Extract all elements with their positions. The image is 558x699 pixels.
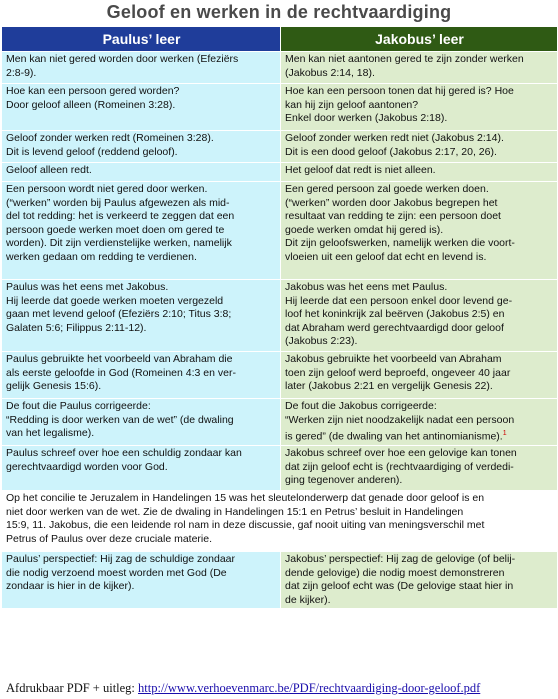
cell-text: is gered” (de dwaling van het antinomianisme). — [285, 430, 503, 443]
paulus-cell — [2, 552, 281, 609]
cell-line: Hoe kan een persoon tonen dat hij gered is? Hoe — [285, 85, 514, 97]
table-row — [2, 280, 558, 352]
cell-line: 15:9, 11. Jakobus, die een leidende rol nam in deze discussie, gaf nooit uiting van meningsverschil met — [6, 519, 485, 531]
cell-line: van het legalisme). — [6, 427, 95, 439]
jakobus-cell — [281, 52, 558, 84]
cell-line: gelijk Genesis 15:6). — [6, 380, 102, 392]
table-row — [2, 352, 558, 399]
page-title: Geloof en werken in de rechtvaardiging — [106, 2, 452, 22]
paulus-cell — [2, 84, 281, 131]
cell-line: Jakobus schreef over hoe een gelovige kan tonen — [285, 447, 517, 459]
cell-line: ging tegenover anderen). — [285, 474, 403, 486]
table-row — [2, 446, 558, 491]
cell-line: De fout die Jakobus corrigeerde: — [285, 400, 437, 412]
cell-line: Hij leerde dat goede werken moeten vergezeld — [6, 294, 224, 307]
full-width-cell — [2, 491, 558, 552]
cell-line: (“werken” worden door Jakobus begrepen het — [285, 196, 498, 209]
paulus-cell — [2, 280, 281, 352]
cell-line: kan hij zijn geloof aantonen? — [285, 98, 419, 111]
header-jakobus: Jakobus’ leer — [281, 27, 558, 52]
cell-line: Door geloof alleen (Romeinen 3:28). — [6, 98, 176, 111]
jakobus-cell — [281, 552, 558, 609]
cell-line: dat zijn geloof echt is (rechtvaardiging of verdedi- — [285, 460, 514, 473]
paulus-cell — [2, 163, 281, 182]
cell-line: de kijker). — [285, 593, 331, 606]
cell-line: (“werken” worden bij Paulus afgewezen als mid- — [6, 196, 230, 209]
table-row — [2, 182, 558, 280]
cell-line: persoon goede werken moet doen om gered te — [6, 223, 225, 236]
table-row — [2, 399, 558, 446]
jakobus-cell — [281, 280, 558, 352]
pdf-link[interactable]: http://www.verhoevenmarc.be/PDF/rechtvaardiging-door-geloof.pdf — [138, 681, 481, 695]
cell-line: (Jakobus 2:23). — [285, 335, 358, 347]
cell-line — [285, 427, 554, 444]
cell-line: goede werken omdat hij gered is). — [285, 223, 444, 236]
cell-line: Petrus of Paulus over deze cruciale materie. — [6, 532, 213, 545]
cell-line: Hoe kan een persoon gered worden? — [6, 85, 180, 97]
footer — [0, 678, 558, 698]
cell-line: als eerste geloofde in God (Romeinen 4:3 en ver- — [6, 366, 236, 379]
cell-line: Het geloof dat redt is niet alleen. — [285, 164, 436, 176]
jakobus-cell — [281, 399, 558, 446]
paulus-cell — [2, 352, 281, 399]
cell-line: del tot redding: het is verkeerd te zeggen dat een — [6, 210, 235, 222]
footer-label: Afdrukbaar PDF + uitleg: — [6, 681, 135, 695]
cell-line: loof het koninkrijk zal beërven (Jakobus 2:5) en — [285, 308, 505, 320]
cell-line: Enkel door werken (Jakobus 2:18). — [285, 112, 448, 124]
cell-line: (Jakobus 2:14, 18). — [285, 66, 375, 79]
comparison-table — [1, 26, 558, 609]
table-row — [2, 552, 558, 609]
cell-line: dat Abraham werd gerechtvaardigd door geloof — [285, 321, 504, 334]
cell-line: later (Jakobus 2:21 en vergelijk Genesis 22). — [285, 380, 493, 392]
cell-line: resultaat van redding te zijn: een persoon doet — [285, 210, 501, 222]
cell-line: Geloof alleen redt. — [6, 164, 92, 176]
cell-line: toen zijn geloof werd beproefd, ongeveer 40 jaar — [285, 366, 511, 379]
cell-line: worden). Dit zijn verdienstelijke werken, namelijk — [6, 237, 232, 249]
cell-line: Paulus schreef over hoe een schuldig zondaar kan — [6, 447, 242, 459]
table-row — [2, 163, 558, 182]
table-row — [2, 131, 558, 163]
jakobus-cell — [281, 131, 558, 163]
cell-line: Op het concilie te Jeruzalem in Handelingen 15 was het sleutelonderwerp dat genade door geloof is en — [6, 492, 485, 504]
cell-line: Paulus was het eens met Jakobus. — [6, 281, 169, 293]
cell-line: Dit is levend geloof (reddend geloof). — [6, 145, 178, 158]
cell-line: Dit is een dood geloof (Jakobus 2:17, 20, 26). — [285, 145, 497, 158]
cell-line: Dit zijn geloofswerken, namelijk werken die voort- — [285, 237, 515, 249]
cell-line: Geloof zonder werken redt niet (Jakobus 2:14). — [285, 132, 504, 144]
cell-line: “Werken zijn niet noodzakelijk nadat een persoon — [285, 413, 515, 426]
cell-line: 2:8-9). — [6, 66, 37, 79]
header-paulus: Paulus’ leer — [2, 27, 281, 52]
cell-line: niet door werken van de wet. Zie de dwaling in Handelingen 15:1 en Petrus’ besluit in Handelingen — [6, 505, 464, 518]
cell-line: Een gered persoon zal goede werken doen. — [285, 183, 489, 195]
jakobus-cell — [281, 182, 558, 280]
table-row-full — [2, 491, 558, 552]
paulus-cell — [2, 131, 281, 163]
cell-line: Hij leerde dat een persoon enkel door levend ge- — [285, 294, 513, 307]
paulus-cell — [2, 182, 281, 280]
cell-line: Men kan niet gered worden door werken (Efeziërs — [6, 53, 239, 65]
jakobus-cell — [281, 84, 558, 131]
cell-line: Een persoon wordt niet gered door werken. — [6, 183, 208, 195]
cell-line: dat zijn geloof echt was (De gelovige staat hier in — [285, 580, 514, 592]
cell-line: Jakobus’ perspectief: Hij zag de gelovige (of belij- — [285, 553, 516, 565]
table-row — [2, 52, 558, 84]
cell-line: gerechtvaardigd worden voor God. — [6, 460, 168, 473]
table-row — [2, 84, 558, 131]
jakobus-cell — [281, 446, 558, 491]
cell-line: De fout die Paulus corrigeerde: — [6, 400, 151, 412]
jakobus-cell — [281, 163, 558, 182]
cell-line: Men kan niet aantonen gered te zijn zonder werken — [285, 53, 524, 65]
paulus-cell — [2, 52, 281, 84]
cell-line: Jakobus was het eens met Paulus. — [285, 281, 448, 293]
jakobus-cell — [281, 352, 558, 399]
cell-line: Galaten 5:6; Filippus 2:11-12). — [6, 321, 147, 334]
paulus-cell — [2, 446, 281, 491]
paulus-cell — [2, 399, 281, 446]
cell-line: die nodig verzoend moest worden met God (De — [6, 566, 227, 579]
footnote-marker: 1 — [502, 430, 507, 437]
cell-line: werken gedaan om redding te verdienen. — [6, 250, 197, 263]
table-header-row — [2, 27, 558, 52]
cell-line: gaan met levend geloof (Efeziërs 2:10; Titus 3:8; — [6, 308, 232, 320]
cell-line: Paulus gebruikte het voorbeeld van Abraham die — [6, 353, 233, 365]
cell-line: dende gelovige) die nodig moest demonstreren — [285, 566, 505, 579]
cell-line: Paulus’ perspectief: Hij zag de schuldige zondaar — [6, 553, 235, 565]
cell-line: zondaar is hier in de kijker). — [6, 580, 135, 592]
cell-line: vloeien uit een geloof dat echt en levend is. — [285, 250, 487, 263]
cell-line: “Redding is door werken van de wet” (de dwaling — [6, 413, 234, 426]
cell-line: Jakobus gebruikte het voorbeeld van Abraham — [285, 353, 502, 365]
cell-line: Geloof zonder werken redt (Romeinen 3:28). — [6, 132, 214, 144]
